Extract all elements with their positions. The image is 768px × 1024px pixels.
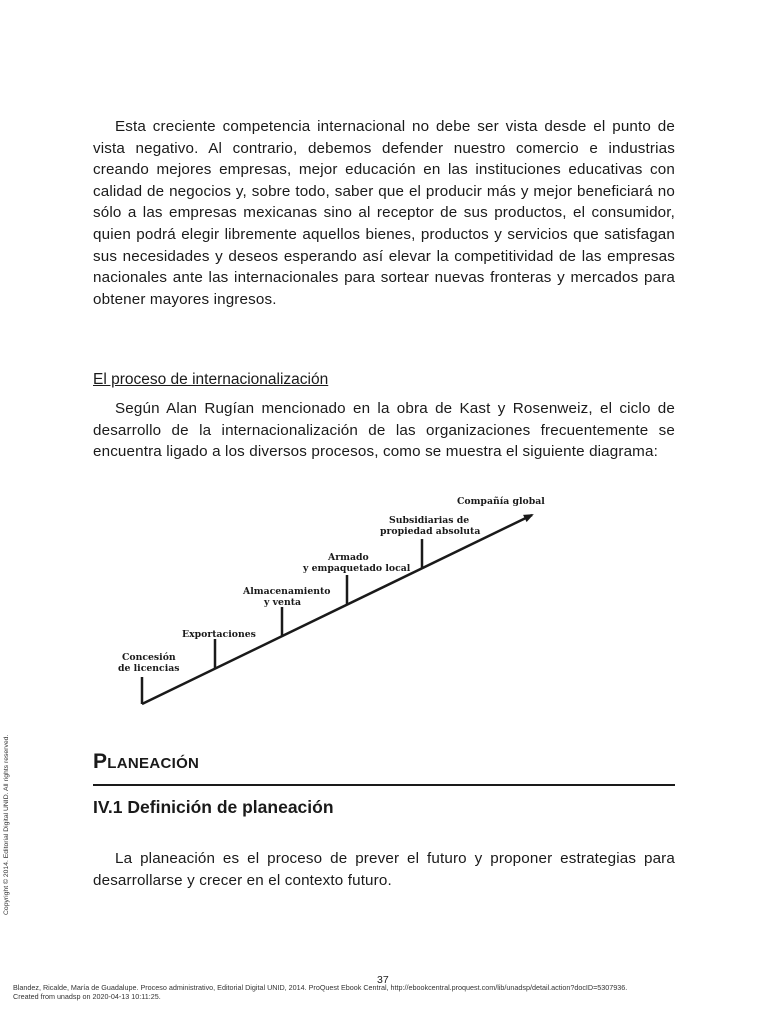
paragraph-definicion: La planeación es el proceso de prever el futuro y proponer estrategias para desarrollarse y crecer en el contexto futuro.	[93, 850, 675, 889]
stage-label-subsidiarias-1: Subsidiarias de	[389, 515, 470, 526]
section-heading-definicion: IV.1 Definición de planeación	[93, 797, 334, 817]
stage-label-almacenamiento-2: y venta	[264, 597, 302, 608]
stage-label-licencias-1: Concesión	[122, 652, 176, 663]
footer-citation	[13, 983, 753, 1001]
footer-created-line: Created from unadsp on 2020-04-13 10:11:25.	[13, 992, 161, 1001]
paragraph-rugian: Según Alan Rugían mencionado en la obra de Kast y Rosenweiz, el ciclo de desarrollo de la internacionalización de las organizaciones frecuentemente se encuentra ligado a los diversos procesos, como se muestra el siguiente diagrama:	[93, 400, 675, 461]
copyright-notice: Copyright © 2014. Editorial Digital UNID. All rights reserved.	[3, 734, 10, 915]
stage-label-licencias-2: de licencias	[118, 663, 180, 674]
paragraph-competencia: Esta creciente competencia internacional no debe ser vista desde el punto de vista negativo. Al contrario, debemos defender nuestro comercio e industrias creando mejores empresas, mejor educación en las instituciones educativas con calidad de negocios y, sobre todo, saber que el producir más y mejor beneficiará no sólo a las empresas mexicanas sino al receptor de sus productos, el consumidor, quien podrá elegir libremente aquellos bienes, productos y servicios que satisfagan sus necesidades y deseos esperando así elevar la competitividad de las empresas nacionales ante las internacionales para sortear nuevas fronteras y mercados para obtener mayores ingresos.	[93, 118, 675, 308]
stage-label-almacenamiento-1: Almacenamiento	[243, 586, 331, 597]
chapter-divider	[93, 784, 675, 786]
chapter-heading-planeacion: Planeación	[93, 750, 200, 773]
stage-label-global: Compañía global	[457, 496, 545, 507]
internationalization-diagram	[100, 488, 560, 708]
stage-label-subsidiarias-2: propiedad absoluta	[380, 526, 481, 537]
page-number: 37	[377, 974, 389, 986]
stage-label-armado-2: y empaquetado local	[303, 563, 411, 574]
section-heading-proceso: El proceso de internacionalización	[93, 371, 329, 388]
stage-label-exportaciones: Exportaciones	[182, 629, 256, 640]
footer-citation-line: Blandez, Ricalde, María de Guadalupe. Proceso administrativo, Editorial Digital UNID, 2014. ProQuest Ebook Central, http://ebookcentral.proquest.com/lib/unadsp/detail.action?docID=5307936.	[13, 983, 628, 992]
growth-arrow	[142, 515, 532, 704]
stage-label-armado-1: Armado	[328, 552, 369, 563]
